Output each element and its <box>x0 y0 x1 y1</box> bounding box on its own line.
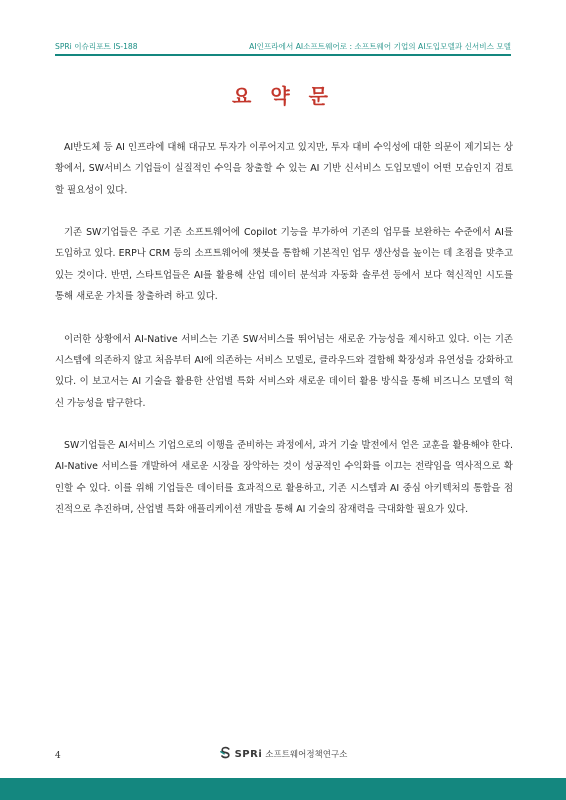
paragraph-1: AI반도체 등 AI 인프라에 대해 대규모 투자가 이루어지고 있지만, 투자 대비 수익성에 대한 의문이 제기되는 상황에서, SW서비스 기업들이 실질적인 수익을 창출할 수 있는 AI 기반 신서비스 도입모델이 어떤 모습인지 검토할 필요성이 있다. <box>55 142 513 196</box>
logo-org-text: 소프트웨어정책연구소 <box>265 750 348 760</box>
page-number: 4 <box>55 751 61 761</box>
header-report-title: AI인프라에서 AI소프트웨어로 : 소프트웨어 기업의 AI도입모델과 신서비스 모델 <box>249 42 511 51</box>
page-header <box>55 38 511 52</box>
logo-brand-text: SPRi <box>234 748 263 760</box>
paragraph-2: 기존 SW기업들은 주로 기존 소프트웨어에 Copilot 기능을 부가하여 기존의 업무를 보완하는 수준에서 AI를 도입하고 있다. ERP나 CRM 등의 소프트웨어에 챗봇을 통합해 기본적인 업무 생산성을 높이는 데 초점을 맞추고 있는 것이다. 반면, 스타트업들은 AI를 활용해 산업 데이터 분석과 자동화 솔루션 등에서 보다 혁신적인 시도를 통해 새로운 가치를 창출하려 하고 있다. <box>55 227 513 303</box>
paragraph-3: 이러한 상황에서 AI-Native 서비스는 기존 SW서비스를 뛰어넘는 새로운 가능성을 제시하고 있다. 이는 기존 시스템에 의존하지 않고 처음부터 AI에 의존하는 서비스 모델로, 클라우드와 결합해 확장성과 유연성을 강화하고 있다. 이 보고서는 AI 기술을 활용한 산업별 특화 서비스와 새로운 데이터 활용 방식을 통해 비즈니스 모델의 혁신 가능성을 탐구한다. <box>55 333 513 409</box>
header-divider <box>55 54 511 56</box>
header-series: SPRi 이슈리포트 IS-188 <box>55 42 138 51</box>
footer-bar <box>0 778 566 800</box>
footer-logo <box>0 746 566 762</box>
spri-logo-icon <box>219 746 232 762</box>
summary-body <box>55 137 513 542</box>
paragraph-4: SW기업들은 AI서비스 기업으로의 이행을 준비하는 과정에서, 과거 기술 발전에서 얻은 교훈을 활용해야 한다. AI-Native 서비스를 개발하여 새로운 시장을 장악하는 것이 성공적인 수익화를 이끄는 전략임을 역사적으로 확인할 수 있다. 이를 위해 기업들은 데이터를 효과적으로 활용하고, 기존 시스템과 AI 중심 아키텍처의 통합을 점진적으로 추진하며, 산업별 특화 애플리케이션 개발을 통해 AI 기술의 잠재력을 극대화할 필요가 있다. <box>55 440 513 516</box>
page-title: 요 약 문 <box>232 84 334 108</box>
